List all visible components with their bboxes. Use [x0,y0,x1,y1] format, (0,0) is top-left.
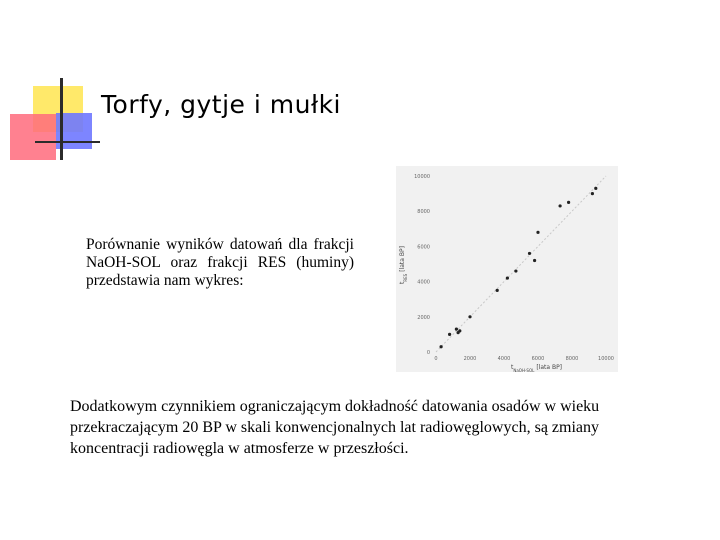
y-tick-label: 2000 [417,314,430,321]
x-tick-label: 8000 [565,356,579,362]
x-axis-label: $t_{NaOH-SOL}$ [lata BP] [511,364,563,372]
data-point [536,231,539,234]
data-point [567,201,570,204]
data-point [458,329,461,332]
scatter-chart [396,166,618,372]
diagonal-line [436,176,606,352]
data-point [506,276,509,279]
y-tick-label: 6000 [417,244,430,251]
y-axis-label: $t_{RES}[lata$ BP] [399,246,408,284]
x-tick-label: 10000 [598,356,614,362]
data-point [448,333,451,336]
x-tick-label: 2000 [463,356,477,362]
intro-text: Porównanie wyników datowań dla frakcji NaOH-SOL oraz frakcji RES (huminy) przedstawia nam wykres: [86,236,354,289]
logo-square-red [10,114,56,160]
logo-line-horizontal [35,141,100,143]
x-tick-label: 6000 [531,356,545,362]
chart-ticks [414,174,614,362]
data-point [455,328,458,331]
data-point [468,315,471,318]
y-tick-label: 10000 [414,174,430,180]
x-tick-label: 4000 [497,356,511,362]
data-point [594,187,597,190]
logo-line-vertical [60,78,63,160]
body-text: Dodatkowym czynnikiem ograniczającym dokładność datowania osadów w wieku przekraczającym 20 BP w skali konwencjonalnych lat radiowęglowych, są zmiany koncentracji radiowęgla w atmosferze w przeszłości. [70,398,600,457]
y-tick-label: 0 [426,350,430,356]
data-point [533,259,536,262]
data-point [496,289,499,292]
chart-points [440,187,598,349]
y-tick-label: 8000 [417,209,430,216]
x-tick-label: 0 [434,356,438,362]
data-point [559,204,562,207]
data-point [528,252,531,255]
data-point [440,345,443,348]
data-point [514,269,517,272]
data-point [591,192,594,195]
chart-svg [396,166,618,372]
slide-title: Torfy, gytje i mułki [101,90,342,119]
y-tick-label: 4000 [417,279,430,286]
